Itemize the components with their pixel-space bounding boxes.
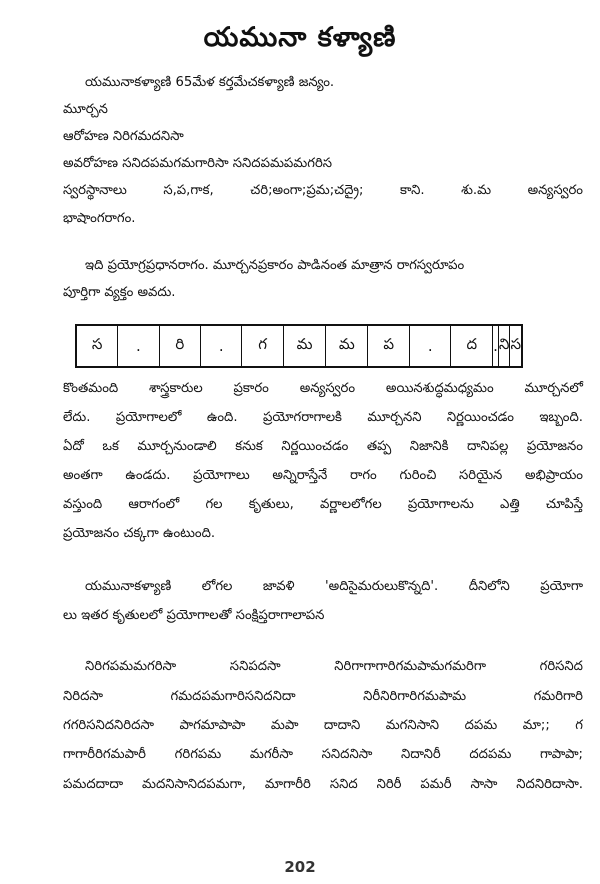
swara-cell: ద	[451, 325, 493, 367]
swara-cell: రి	[159, 325, 201, 367]
paragraph-2-line: లేదు. ప్రయోగాలలో ఉంది. ప్రయోగరాగాలకి మూర్చనని నిర్ణయించడం ఇబ్బంది.	[63, 410, 583, 425]
alapana-line: గగరిసనిదనిరిదసా పాగమాపాపా మపా దాదాని మగనిసాని దపమ మా;; గ	[63, 718, 583, 733]
alapana-line: నిరిదసా గమదపమగారిసనిదనిదా నిరీనిరిగారిగమపామ గమరిగారి	[63, 689, 583, 704]
swara-cell: స	[76, 325, 118, 367]
alapana-line: గాగారీరిగమపారీ గరిగపమ మగరీసా సనిదనిసా నిదానిరీ దదపమ గాపాపా;	[63, 747, 583, 762]
alapana-line: పమదదాదా మదనిసానిదపమగా, మాగారీరి సనిద నిరిరీ పమరీ సాసా నిదనిరిదాసా.	[63, 777, 583, 792]
swara-table	[75, 324, 523, 368]
arohana-line: ఆరోహణ నిరిగమదనిసా	[63, 129, 184, 144]
swara-cell: .	[201, 325, 242, 367]
janya-line: యమునాకళ్యాణి 65మేళ కర్తమేచకళ్యాణి జన్యం.	[85, 75, 335, 90]
page-number: 202	[284, 858, 316, 876]
swara-cell: .	[493, 325, 499, 367]
page-title: యమునా కళ్యాణి	[203, 22, 397, 53]
paragraph-1-line: ఇది ప్రయోగ్రప్రధానరాగం. మూర్చనప్రకారం పాడినంత మాత్రాన రాగస్వరూపం	[85, 258, 465, 273]
paragraph-2-line: ఏదో ఒక మూర్చనుండాలి కనుక నిర్ణయించడం తప్ప నిజానికి దానిపల్ల ప్రయోజనం	[63, 439, 583, 454]
swara-row	[76, 325, 522, 367]
swara-cell: మ	[283, 325, 325, 367]
paragraph-1-line: పూర్తిగా వ్యక్తం అవదు.	[63, 285, 176, 300]
swara-cell: మ	[326, 325, 368, 367]
swara-cell: స	[510, 325, 522, 367]
bhashanga-line: భాషాంగరాగం.	[63, 211, 136, 226]
paragraph-2-line: అంతగా ఉండదు. ప్రయోగాలు అన్నిరాస్తేనే రాగం గురించి సరియైన అభిప్రాయం	[63, 468, 583, 483]
swara-cell: .	[118, 325, 159, 367]
swara-cell: గ	[242, 325, 284, 367]
moorchana-label: మూర్చన	[63, 102, 108, 117]
paragraph-2-line: కొంతమంది శాస్త్రకారుల ప్రకారం అన్యస్వరం అయినశుద్ధమధ్యమం మూర్చనలో	[63, 381, 583, 396]
alapana-line: నిరిగపమమగరిసా సనిపదసా నిరిగాగాగారిగమపామగమరిగా గరిసనిద	[85, 659, 583, 674]
swara-cell: ప	[368, 325, 410, 367]
swarasthanalu-line: స్వరస్థానాలు స,ప,గాక, చరి;అంగా;ప్రమ;చద్రై; కాని. శు.మ అన్యస్వరం	[63, 183, 583, 198]
paragraph-3-line: యమునాకళ్యాణి లోగల జావళి 'అదిసైమరులుకొన్నది'. దీనిలోని ప్రయోగా	[85, 579, 583, 594]
avarohana-line: అవరోహణ సనిదపమగమగారిసా సనిదపమపమగరిస	[63, 156, 333, 171]
swara-cell: ని	[498, 325, 510, 367]
swara-cell: .	[410, 325, 451, 367]
paragraph-2-line: ప్రయోజనం చక్కగా ఉంటుంది.	[63, 526, 216, 541]
paragraph-2-line: వస్తుంది ఆరాగంలో గల కృతులు, వర్ణాలలోగల ప్రయోగాలను ఎత్తి చూపిస్తే	[63, 497, 583, 512]
paragraph-3-line: లు ఇతర కృతులలో ప్రయోగాలతో సంక్షిప్తరాగాలాపన	[63, 608, 325, 623]
